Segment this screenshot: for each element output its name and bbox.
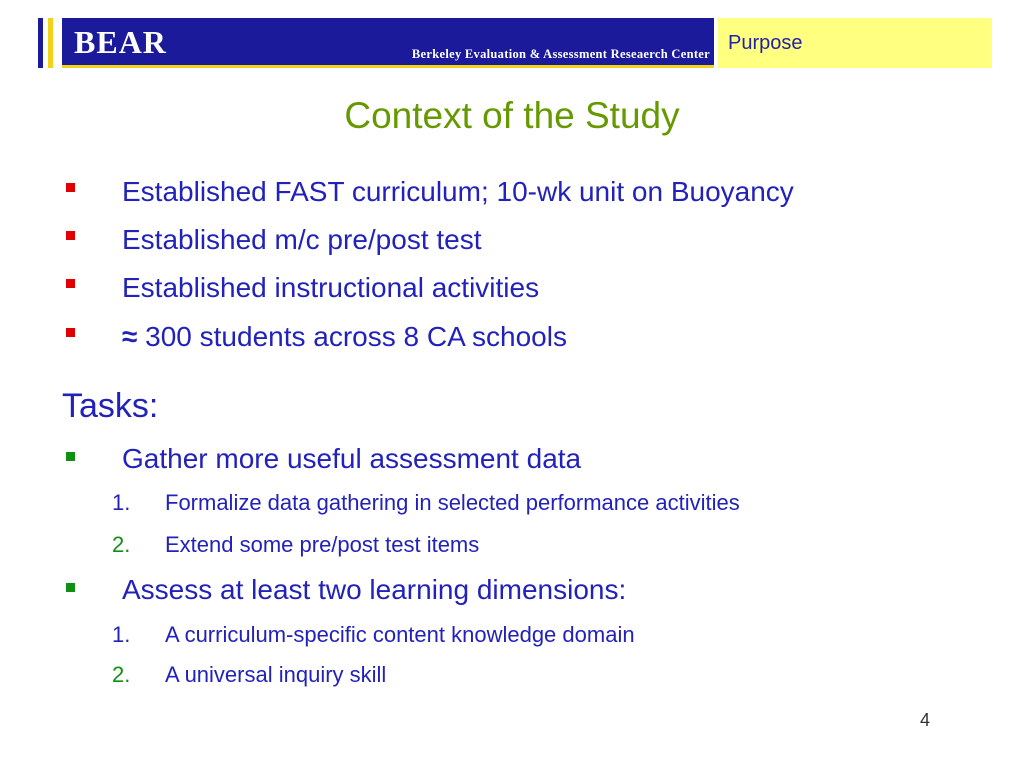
subtask-text: Formalize data gathering in selected performance activities <box>165 490 740 515</box>
task-text: Gather more useful assessment data <box>122 443 582 474</box>
header-accent-bar <box>38 18 43 68</box>
subtask-text: A universal inquiry skill <box>165 662 387 687</box>
bullet-text: Established instructional activities <box>122 272 540 303</box>
page-number: 4 <box>920 710 931 730</box>
list-number: 1. <box>112 622 131 647</box>
subtask-text: A curriculum-specific content knowledge domain <box>165 622 635 647</box>
list-number: 2. <box>112 532 131 557</box>
bear-banner-subtitle: Berkeley Evaluation & Assessment Reseaerch Center <box>411 47 710 61</box>
red-square-bullet-icon <box>66 279 75 288</box>
green-square-bullet-icon <box>66 452 75 461</box>
task-text: Assess at least two learning dimensions: <box>122 574 627 605</box>
bullet-text: Established m/c pre/post test <box>122 224 482 255</box>
bullet-text: Established FAST curriculum; 10-wk unit on Buoyancy <box>122 176 794 207</box>
tasks-heading: Tasks: <box>62 387 159 425</box>
approx-symbol: ≈ <box>122 321 138 352</box>
bullet-text: ≈ 300 students across 8 CA schools <box>122 321 567 352</box>
section-label: Purpose <box>718 18 992 68</box>
list-number: 2. <box>112 662 131 687</box>
slide-title: Context of the Study <box>344 95 680 136</box>
list-number: 1. <box>112 490 131 515</box>
bear-banner <box>62 18 714 68</box>
bear-logo: BEAR <box>74 24 167 60</box>
red-square-bullet-icon <box>66 183 75 192</box>
green-square-bullet-icon <box>66 583 75 592</box>
header-accent-bar-gold <box>48 18 53 68</box>
slide-header <box>0 0 1024 80</box>
subtask-text: Extend some pre/post test items <box>165 532 480 557</box>
red-square-bullet-icon <box>66 328 75 337</box>
red-square-bullet-icon <box>66 231 75 240</box>
